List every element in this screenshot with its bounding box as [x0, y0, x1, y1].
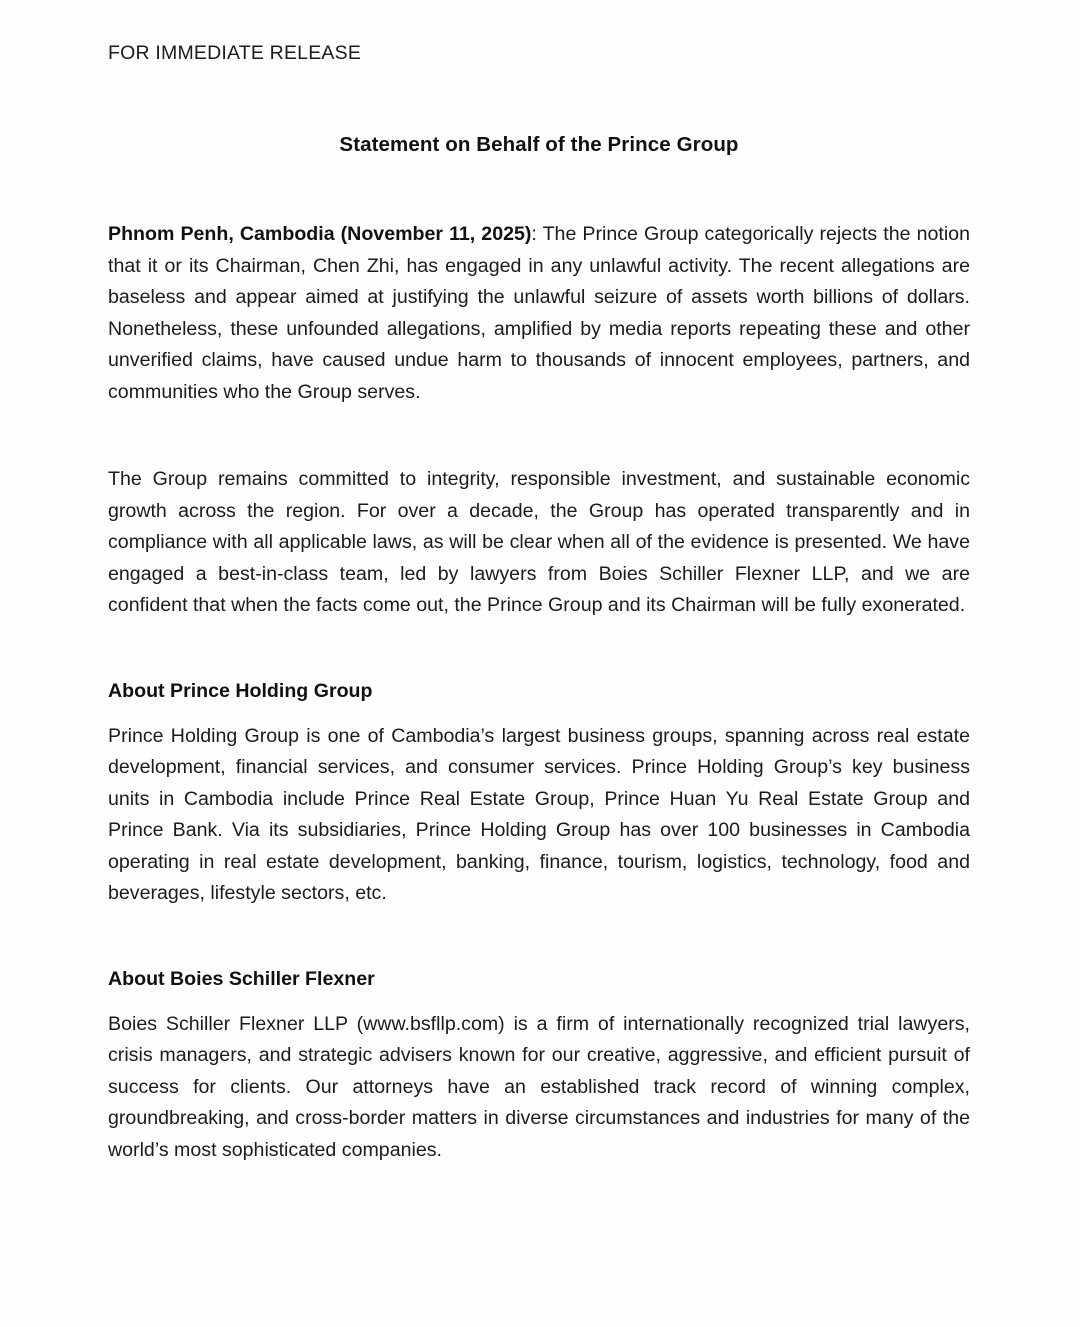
- immediate-release-label: FOR IMMEDIATE RELEASE: [108, 42, 362, 64]
- dateline-lead: Phnom Penh, Cambodia (November 11, 2025): [108, 223, 532, 245]
- paragraph-dateline: [108, 219, 970, 408]
- page-title: Statement on Behalf of the Prince Group: [339, 133, 739, 156]
- paragraph-commitment: The Group remains committed to integrity, responsible investment, and sustainable economic growth across the region. For over a decade, the Group has operated transparently and in compliance with all applicable laws, as will be clear when all of the evidence is presented. We have engaged a best-in-class team, led by lawyers from Boies Schiller Flexner LLP, and we are confident that when the facts come out, the Prince Group and its Chairman will be fully exonerated.: [108, 468, 970, 616]
- section-heading-boies-schiller-flexner: About Boies Schiller Flexner: [108, 967, 375, 990]
- section-body-prince-holding-group: Prince Holding Group is one of Cambodia’s largest business groups, spanning across real estate development, financial services, and consumer services. Prince Holding Group’s key business units in Cambodia include Prince Real Estate Group, Prince Huan Yu Real Estate Group and Prince Bank. Via its subsidiaries, Prince Holding Group has over 100 businesses in Cambodia operating in real estate development, banking, finance, tourism, logistics, technology, food and beverages, lifestyle sectors, etc.: [108, 724, 970, 904]
- dateline-body: : The Prince Group categorically rejects the notion that it or its Chairman, Chen Zhi, has engaged in any unlawful activity. The recent allegations are baseless and appear aimed at justifying the unlawful seizure of assets worth billions of dollars. Nonetheless, these unfounded allegations, amplified by media reports repeating these and other unverified claims, have caused undue harm to thousands of innocent employees, partners, and communities who the Group serves.: [108, 223, 970, 403]
- section-heading-prince-holding-group: About Prince Holding Group: [108, 679, 373, 702]
- section-body-boies-schiller-flexner: Boies Schiller Flexner LLP (www.bsfllp.com) is a firm of internationally recognized trial lawyers, crisis managers, and strategic advisers known for our creative, aggressive, and efficient pursuit of success for clients. Our attorneys have an established track record of winning complex, groundbreaking, and cross-border matters in diverse circumstances and industries for many of the world’s most sophisticated companies.: [108, 1012, 970, 1161]
